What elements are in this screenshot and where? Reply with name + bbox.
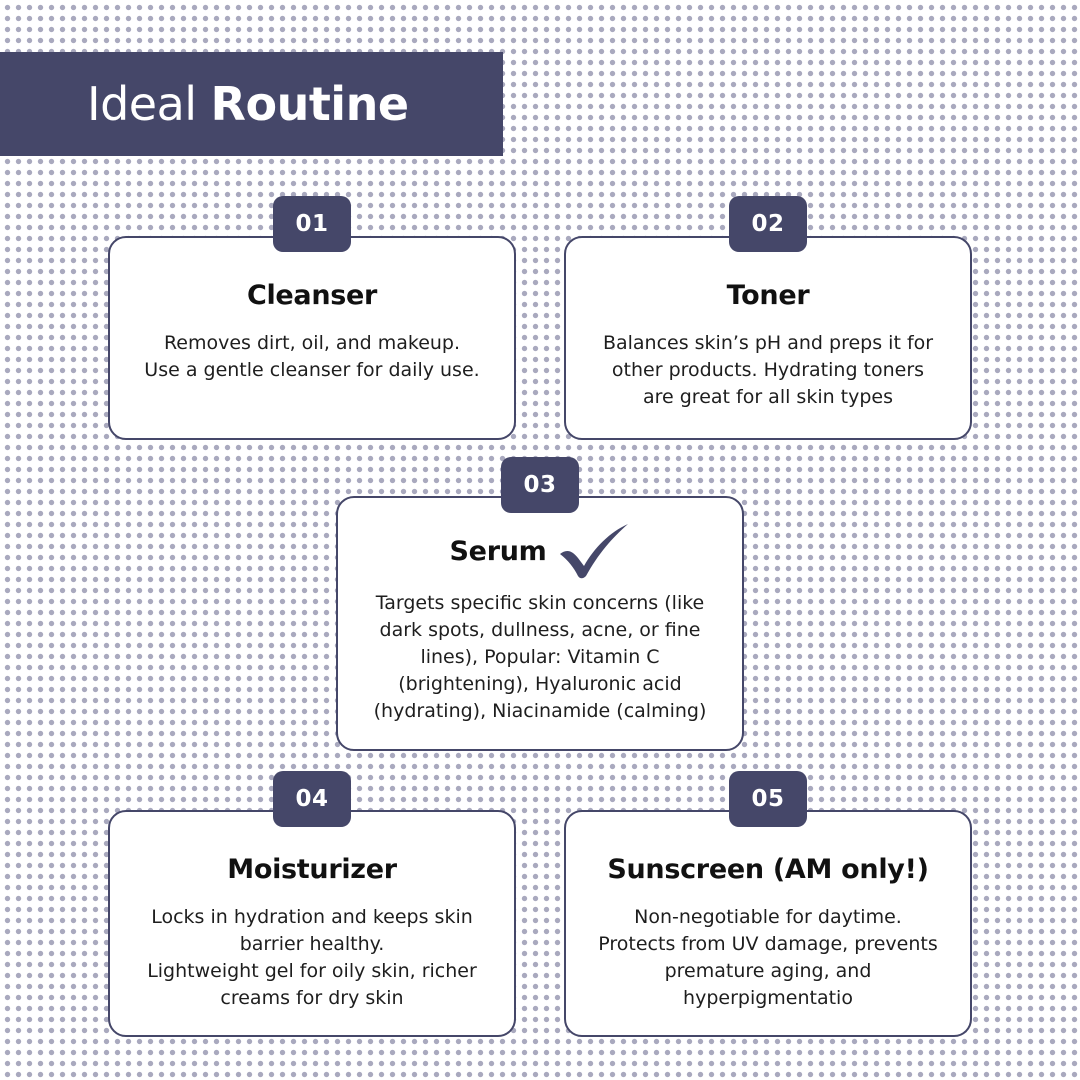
step-description-line: Non-negotiable for daytime. bbox=[634, 906, 902, 928]
step-description-line: hyperpigmentatio bbox=[683, 987, 853, 1009]
step-title: Sunscreen (AM only!) bbox=[607, 854, 929, 885]
step-description-line: Protects from UV damage, prevents bbox=[598, 933, 938, 955]
step-description-line: are great for all skin types bbox=[642, 386, 894, 408]
step-description-line: dark spots, dullness, acne, or fine bbox=[379, 619, 701, 641]
step-card-serum bbox=[336, 496, 744, 751]
step-description-line: (brightening), Hyaluronic acid bbox=[398, 673, 682, 695]
header-banner bbox=[0, 52, 503, 156]
step-title-row bbox=[338, 522, 742, 580]
step-description-line: Removes dirt, oil, and makeup. bbox=[163, 332, 461, 354]
step-title: Toner bbox=[726, 280, 810, 311]
page-title-light: Ideal bbox=[87, 77, 197, 131]
step-description-line: Use a gentle cleanser for daily use. bbox=[144, 359, 480, 381]
step-description-line: Targets specific skin concerns (like bbox=[375, 592, 705, 614]
step-description bbox=[574, 330, 962, 411]
page-title-bold: Routine bbox=[210, 77, 409, 131]
step-number-badge: 01 bbox=[273, 196, 351, 252]
step-description-line: Locks in hydration and keeps skin bbox=[151, 906, 473, 928]
step-number-badge: 04 bbox=[273, 771, 351, 827]
step-title: Cleanser bbox=[246, 280, 378, 311]
step-description-line: lines), Popular: Vitamin C bbox=[420, 646, 660, 668]
step-description-line: creams for dry skin bbox=[220, 987, 404, 1009]
step-number-badge: 02 bbox=[729, 196, 807, 252]
step-number-badge: 03 bbox=[501, 457, 579, 513]
step-description-line: Balances skin’s pH and preps it for bbox=[602, 332, 934, 354]
step-title: Serum bbox=[449, 535, 547, 567]
step-card-cleanser bbox=[108, 236, 516, 440]
step-card-toner bbox=[564, 236, 972, 440]
step-description-line: other products. Hydrating toners bbox=[611, 359, 925, 381]
step-description bbox=[118, 330, 506, 384]
step-description-line: premature aging, and bbox=[664, 960, 872, 982]
step-card-moisturizer bbox=[108, 810, 516, 1037]
page-title bbox=[87, 77, 409, 131]
step-description-line: barrier healthy. bbox=[239, 933, 385, 955]
step-description-line: Lightweight gel for oily skin, richer bbox=[147, 960, 477, 982]
step-description bbox=[574, 904, 962, 1012]
step-card-sunscreen bbox=[564, 810, 972, 1037]
step-description bbox=[346, 590, 734, 725]
step-description bbox=[118, 904, 506, 1012]
check-icon bbox=[556, 522, 630, 580]
step-description-line: (hydrating), Niacinamide (calming) bbox=[373, 700, 707, 722]
step-title: Moisturizer bbox=[227, 854, 397, 885]
step-number-badge: 05 bbox=[729, 771, 807, 827]
